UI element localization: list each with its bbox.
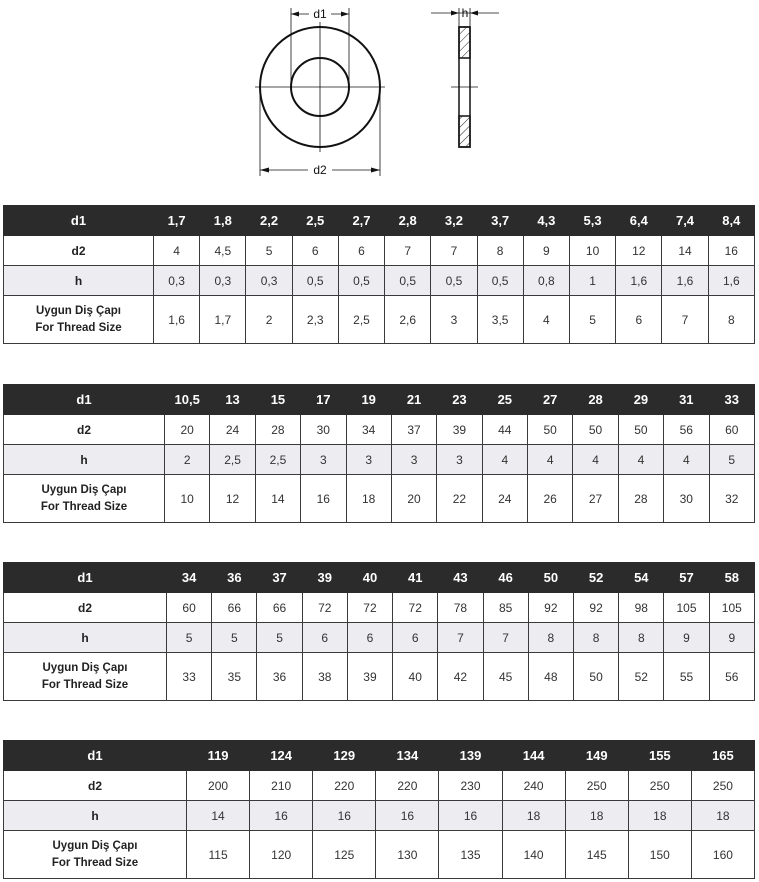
h-value: 18: [691, 801, 754, 831]
thread-value: 2,6: [385, 296, 431, 344]
thread-value: 5: [569, 296, 615, 344]
thread-label-tr: Uygun Diş Çapı: [42, 661, 128, 674]
d1-value: 155: [628, 741, 691, 771]
d1-value: 43: [438, 563, 483, 593]
d1-value: 46: [483, 563, 528, 593]
d2-value: 37: [391, 415, 436, 445]
d2-value: 10: [569, 236, 615, 266]
h-value: 0,5: [477, 266, 523, 296]
h-value: 0,3: [154, 266, 200, 296]
label-h: h: [461, 6, 469, 20]
d1-value: 41: [393, 563, 438, 593]
thread-value: 160: [691, 831, 754, 879]
d2-value: 44: [482, 415, 527, 445]
d1-value: 19: [346, 385, 391, 415]
h-value: 16: [313, 801, 376, 831]
label-h-cell: h: [4, 266, 154, 296]
label-d2: d2: [313, 163, 327, 177]
row-thread-size: [4, 475, 755, 523]
h-value: 0,3: [200, 266, 246, 296]
thread-value: 115: [187, 831, 250, 879]
row-h: [4, 266, 755, 296]
d2-value: 50: [618, 415, 663, 445]
d1-value: 40: [347, 563, 392, 593]
thread-value: 39: [347, 653, 392, 701]
thread-value: 24: [482, 475, 527, 523]
d1-value: 2,2: [246, 206, 292, 236]
thread-value: 145: [565, 831, 628, 879]
thread-value: 32: [709, 475, 755, 523]
h-value: 8: [573, 623, 618, 653]
label-d2-cell: d2: [4, 415, 165, 445]
h-value: 4: [618, 445, 663, 475]
thread-value: 20: [391, 475, 436, 523]
row-thread-size: [4, 296, 755, 344]
d1-value: 139: [439, 741, 502, 771]
thread-value: 35: [212, 653, 257, 701]
thread-value: 48: [528, 653, 573, 701]
label-d1-cell: d1: [4, 741, 187, 771]
d1-value: 57: [664, 563, 709, 593]
h-value: 2,5: [210, 445, 255, 475]
d1-value: 13: [210, 385, 255, 415]
h-value: 6: [302, 623, 347, 653]
washer-technical-drawing: [133, 4, 627, 180]
thread-value: 38: [302, 653, 347, 701]
d1-value: 5,3: [569, 206, 615, 236]
h-value: 6: [347, 623, 392, 653]
d2-value: 72: [393, 593, 438, 623]
d2-value: 24: [210, 415, 255, 445]
d1-value: 50: [528, 563, 573, 593]
thread-value: 18: [346, 475, 391, 523]
row-d2: [4, 415, 755, 445]
label-d2-cell: d2: [4, 236, 154, 266]
thread-value: 52: [619, 653, 664, 701]
thread-value: 42: [438, 653, 483, 701]
h-value: 3: [437, 445, 482, 475]
h-value: 4: [482, 445, 527, 475]
d2-value: 92: [573, 593, 618, 623]
h-value: 6: [393, 623, 438, 653]
h-value: 16: [250, 801, 313, 831]
d2-value: 98: [619, 593, 664, 623]
d1-value: 10,5: [165, 385, 210, 415]
h-value: 16: [439, 801, 502, 831]
d1-value: 165: [691, 741, 754, 771]
thread-value: 40: [393, 653, 438, 701]
d1-value: 21: [391, 385, 436, 415]
thread-value: 55: [664, 653, 709, 701]
thread-value: 2,3: [292, 296, 338, 344]
d2-value: 7: [385, 236, 431, 266]
h-value: 8: [528, 623, 573, 653]
thread-value: 2: [246, 296, 292, 344]
thread-value: 6: [616, 296, 662, 344]
size-table-4: [3, 740, 755, 879]
d1-value: 7,4: [662, 206, 708, 236]
d1-value: 144: [502, 741, 565, 771]
h-value: 4: [528, 445, 573, 475]
h-value: 0,5: [292, 266, 338, 296]
h-value: 0,3: [246, 266, 292, 296]
row-d1: [4, 741, 755, 771]
d2-value: 60: [167, 593, 212, 623]
thread-label-tr: Uygun Diş Çapı: [36, 304, 121, 317]
thread-value: 7: [662, 296, 708, 344]
thread-value: 10: [165, 475, 210, 523]
h-value: 4: [573, 445, 618, 475]
d2-value: 210: [250, 771, 313, 801]
d1-value: 34: [167, 563, 212, 593]
d2-value: 250: [628, 771, 691, 801]
d1-value: 29: [618, 385, 663, 415]
d1-value: 2,8: [385, 206, 431, 236]
thread-value: 130: [376, 831, 439, 879]
h-value: 16: [376, 801, 439, 831]
d2-value: 7: [431, 236, 477, 266]
washer-drawing-svg: [133, 4, 627, 180]
thread-label-en: For Thread Size: [40, 500, 128, 513]
thread-value: 12: [210, 475, 255, 523]
row-thread-size: [4, 831, 755, 879]
thread-value: 27: [573, 475, 618, 523]
d2-value: 39: [437, 415, 482, 445]
d2-value: 220: [313, 771, 376, 801]
size-table-1: [3, 205, 755, 344]
d1-value: 23: [437, 385, 482, 415]
d2-value: 250: [691, 771, 754, 801]
d1-value: 1,8: [200, 206, 246, 236]
h-value: 1,6: [708, 266, 754, 296]
d2-value: 4: [154, 236, 200, 266]
row-d2: [4, 593, 755, 623]
thread-label-en: For Thread Size: [51, 856, 139, 869]
d1-value: 2,5: [292, 206, 338, 236]
d2-value: 92: [528, 593, 573, 623]
d1-value: 15: [255, 385, 300, 415]
d1-value: 58: [709, 563, 754, 593]
thread-value: 45: [483, 653, 528, 701]
d2-value: 72: [347, 593, 392, 623]
thread-value: 36: [257, 653, 302, 701]
row-thread-size: [4, 653, 755, 701]
row-h: [4, 445, 755, 475]
d1-value: 3,2: [431, 206, 477, 236]
h-value: 14: [187, 801, 250, 831]
thread-label-tr: Uygun Diş Çapı: [52, 839, 138, 852]
h-value: 18: [502, 801, 565, 831]
d1-value: 31: [664, 385, 709, 415]
thread-value: 4: [523, 296, 569, 344]
d2-value: 240: [502, 771, 565, 801]
thread-value: 150: [628, 831, 691, 879]
h-value: 0,5: [385, 266, 431, 296]
h-value: 0,5: [431, 266, 477, 296]
d1-value: 52: [573, 563, 618, 593]
h-value: 9: [664, 623, 709, 653]
h-value: 1: [569, 266, 615, 296]
thread-value: 26: [528, 475, 573, 523]
d1-value: 27: [528, 385, 573, 415]
thread-label-en: For Thread Size: [35, 321, 122, 334]
h-value: 5: [167, 623, 212, 653]
row-h: [4, 801, 755, 831]
d2-value: 6: [338, 236, 384, 266]
h-value: 3: [391, 445, 436, 475]
d2-value: 78: [438, 593, 483, 623]
d2-value: 200: [187, 771, 250, 801]
d2-value: 12: [616, 236, 662, 266]
h-value: 7: [438, 623, 483, 653]
d1-value: 39: [302, 563, 347, 593]
h-value: 2: [165, 445, 210, 475]
label-d1-cell: d1: [4, 563, 167, 593]
h-value: 3: [346, 445, 391, 475]
label-thread-size-cell: [4, 296, 154, 344]
d2-value: 56: [664, 415, 709, 445]
label-thread-size-cell: [4, 653, 167, 701]
d2-value: 250: [565, 771, 628, 801]
label-thread-size-cell: [4, 831, 187, 879]
d1-value: 17: [301, 385, 346, 415]
thread-value: 50: [573, 653, 618, 701]
thread-value: 3: [431, 296, 477, 344]
d2-value: 30: [301, 415, 346, 445]
h-value: 1,6: [616, 266, 662, 296]
d2-value: 4,5: [200, 236, 246, 266]
row-d2: [4, 236, 755, 266]
d1-value: 6,4: [616, 206, 662, 236]
d1-value: 54: [619, 563, 664, 593]
d2-value: 66: [212, 593, 257, 623]
row-d1: [4, 563, 755, 593]
thread-value: 135: [439, 831, 502, 879]
h-value: 5: [709, 445, 755, 475]
d2-value: 28: [255, 415, 300, 445]
thread-value: 16: [301, 475, 346, 523]
label-d1: d1: [313, 7, 327, 21]
h-value: 8: [619, 623, 664, 653]
d1-value: 4,3: [523, 206, 569, 236]
d2-value: 20: [165, 415, 210, 445]
d1-value: 1,7: [154, 206, 200, 236]
h-value: 0,8: [523, 266, 569, 296]
h-value: 5: [212, 623, 257, 653]
thread-value: 14: [255, 475, 300, 523]
d2-value: 230: [439, 771, 502, 801]
label-h-cell: h: [4, 801, 187, 831]
label-d1-cell: d1: [4, 206, 154, 236]
d2-value: 5: [246, 236, 292, 266]
h-value: 7: [483, 623, 528, 653]
d1-value: 129: [313, 741, 376, 771]
thread-value: 22: [437, 475, 482, 523]
d1-value: 36: [212, 563, 257, 593]
d2-value: 105: [709, 593, 754, 623]
label-h-cell: h: [4, 445, 165, 475]
thread-value: 140: [502, 831, 565, 879]
d2-value: 105: [664, 593, 709, 623]
thread-value: 120: [250, 831, 313, 879]
thread-value: 125: [313, 831, 376, 879]
h-value: 18: [628, 801, 691, 831]
d1-value: 28: [573, 385, 618, 415]
size-table-3: [3, 562, 755, 701]
size-table-2: [3, 384, 755, 523]
h-value: 5: [257, 623, 302, 653]
thread-value: 28: [618, 475, 663, 523]
h-value: 1,6: [662, 266, 708, 296]
d2-value: 50: [528, 415, 573, 445]
d2-value: 60: [709, 415, 755, 445]
row-d1: [4, 385, 755, 415]
d2-value: 8: [477, 236, 523, 266]
thread-value: 1,6: [154, 296, 200, 344]
label-h-cell: h: [4, 623, 167, 653]
d2-value: 66: [257, 593, 302, 623]
h-value: 4: [664, 445, 709, 475]
d1-value: 33: [709, 385, 755, 415]
d2-value: 72: [302, 593, 347, 623]
label-d2-cell: d2: [4, 771, 187, 801]
d2-value: 6: [292, 236, 338, 266]
d1-value: 2,7: [338, 206, 384, 236]
row-d2: [4, 771, 755, 801]
thread-value: 2,5: [338, 296, 384, 344]
thread-value: 33: [167, 653, 212, 701]
d1-value: 25: [482, 385, 527, 415]
label-d2-cell: d2: [4, 593, 167, 623]
thread-value: 1,7: [200, 296, 246, 344]
thread-value: 3,5: [477, 296, 523, 344]
d1-value: 134: [376, 741, 439, 771]
thread-label-tr: Uygun Diş Çapı: [41, 483, 127, 496]
h-value: 0,5: [338, 266, 384, 296]
thread-label-en: For Thread Size: [41, 678, 129, 691]
d1-value: 3,7: [477, 206, 523, 236]
thread-value: 56: [709, 653, 754, 701]
h-value: 9: [709, 623, 754, 653]
row-d1: [4, 206, 755, 236]
row-h: [4, 623, 755, 653]
d2-value: 220: [376, 771, 439, 801]
d2-value: 85: [483, 593, 528, 623]
d2-value: 9: [523, 236, 569, 266]
label-d1-cell: d1: [4, 385, 165, 415]
d1-value: 37: [257, 563, 302, 593]
d2-value: 16: [708, 236, 754, 266]
d2-value: 34: [346, 415, 391, 445]
d1-value: 149: [565, 741, 628, 771]
h-value: 2,5: [255, 445, 300, 475]
thread-value: 8: [708, 296, 754, 344]
d1-value: 119: [187, 741, 250, 771]
label-thread-size-cell: [4, 475, 165, 523]
d1-value: 124: [250, 741, 313, 771]
thread-value: 30: [664, 475, 709, 523]
d1-value: 8,4: [708, 206, 754, 236]
d2-value: 14: [662, 236, 708, 266]
h-value: 3: [301, 445, 346, 475]
h-value: 18: [565, 801, 628, 831]
d2-value: 50: [573, 415, 618, 445]
